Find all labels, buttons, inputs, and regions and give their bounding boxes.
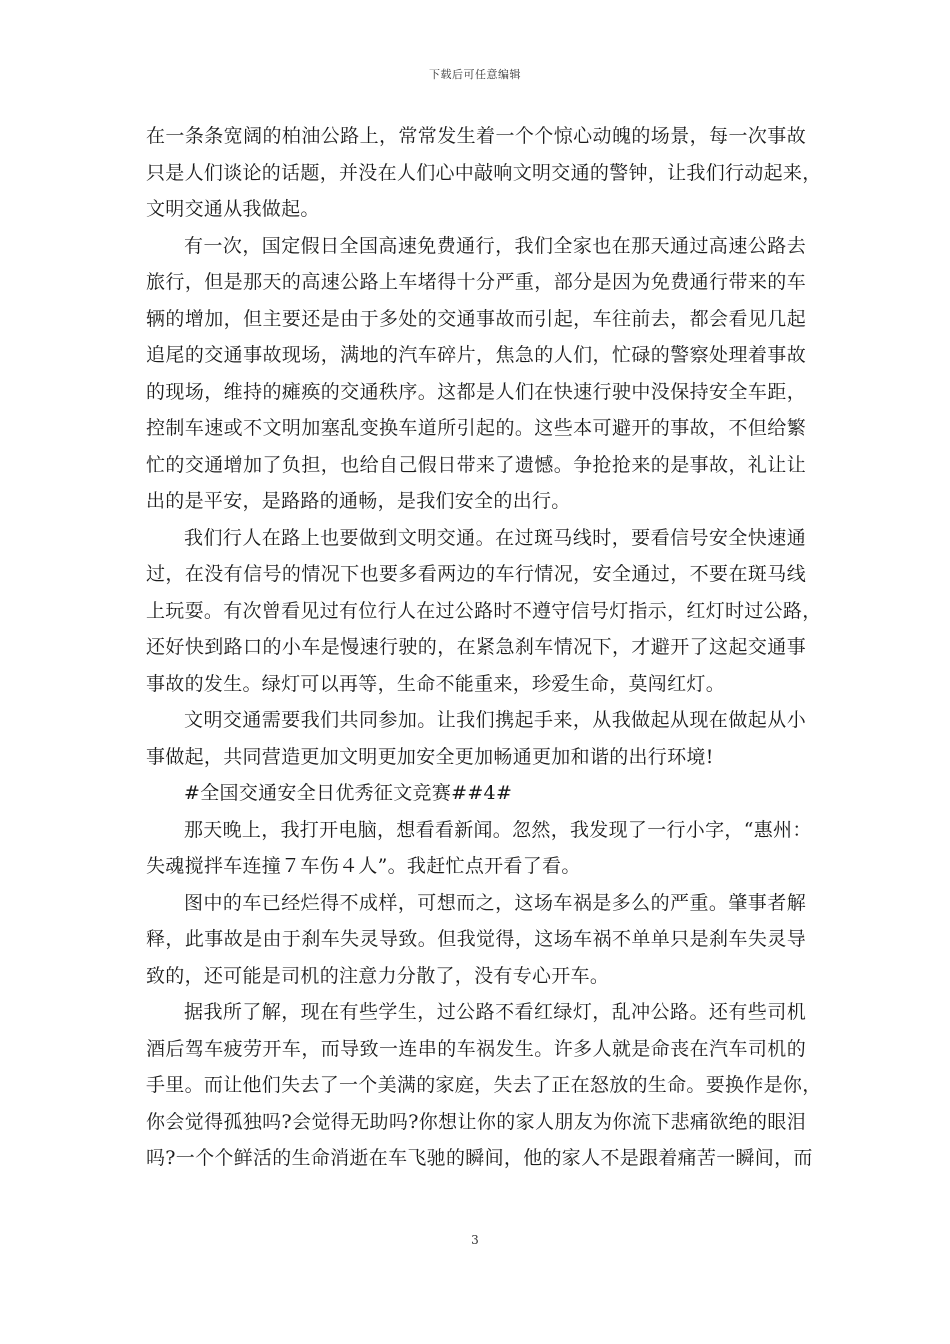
text-line: #全国交通安全日优秀征文竞赛##4# [184, 782, 513, 804]
text-line: 过，在没有信号的情况下也要多看两边的车行情况，安全通过，不要在斑马线 [146, 563, 806, 585]
text-line: 在一条条宽阔的柏油公路上，常常发生着一个个惊心动魄的场景，每一次事故 [146, 125, 806, 147]
text-line: 手里。而让他们失去了一个美满的家庭，失去了正在怒放的生命。要换作是你， [146, 1074, 822, 1096]
text-line: 释，此事故是由于刹车失灵导致。但我觉得，这场车祸不单单只是刹车失灵导 [146, 928, 806, 950]
text-line: 致的，还可能是司机的注意力分散了，没有专心开车。 [146, 964, 610, 987]
text-line: 文明交通需要我们共同参加。让我们携起手来，从我做起从现在做起从小 [184, 709, 806, 731]
text-line: 忙的交通增加了负担，也给自己假日带来了遗憾。争抢抢来的是事故，礼让让 [146, 453, 806, 476]
text-line: 有一次，国定假日全国高速免费通行，我们全家也在那天通过高速公路去 [184, 234, 806, 257]
page-header: 下载后可任意编辑 [429, 68, 521, 81]
text-line: 我们行人在路上也要做到文明交通。在过斑马线时，要看信号安全快速通 [184, 526, 806, 549]
page-number: 3 [471, 1233, 479, 1247]
text-line: 辆的增加，但主要还是由于多处的交通事故而引起，车往前去，都会看见几起 [146, 307, 806, 330]
text-line: 事故的发生。绿灯可以再等，生命不能重来，珍爱生命，莫闯红灯。 [146, 672, 726, 695]
text-line: 的现场，维持的瘫痪的交通秩序。这都是人们在快速行驶中没保持安全车距， [146, 380, 806, 403]
text-line: 上玩耍。有次曾看见过有位行人在过公路时不遵守信号灯指示，红灯时过公路， [146, 599, 822, 622]
text-line: 图中的车已经烂得不成样，可想而之，这场车祸是多么的严重。肇事者解 [184, 891, 806, 914]
text-line: 文明交通从我做起。 [146, 198, 320, 220]
text-line: 旅行，但是那天的高速公路上车堵得十分严重，部分是因为免费通行带来的车 [146, 271, 806, 293]
text-line: 吗?一个个鲜活的生命消逝在车飞驰的瞬间，他的家人不是跟着痛苦一瞬间，而 [146, 1147, 813, 1169]
text-line: 据我所了解，现在有些学生，过公路不看红绿灯，乱冲公路。还有些司机 [184, 1001, 806, 1023]
text-line: 失魂搅拌车连撞７车伤４人”。我赶忙点开看了看。 [146, 855, 581, 877]
text-line: 事做起，共同营造更加文明更加安全更加畅通更加和谐的出行环境! [146, 745, 714, 768]
text-line: 追尾的交通事故现场，满地的汽车碎片，焦急的人们，忙碌的警察处理着事故 [146, 344, 806, 366]
text-line: 控制车速或不文明加塞乱变换车道所引起的。这些本可避开的事故，不但给繁 [146, 417, 806, 439]
text-line: 出的是平安，是路路的通畅，是我们安全的出行。 [146, 490, 571, 512]
text-line: 酒后驾车疲劳开车，而导致一连串的车祸发生。许多人就是命丧在汽车司机的 [146, 1037, 806, 1060]
document-body [146, 118, 822, 1177]
text-line: 那天晚上，我打开电脑，想看看新闻。忽然，我发现了一行小字，“惠州： [184, 818, 812, 841]
text-line: 你会觉得孤独吗?会觉得无助吗?你想让你的家人朋友为你流下悲痛欲绝的眼泪 [146, 1110, 806, 1133]
text-line: 只是人们谈论的话题，并没在人们心中敲响文明交通的警钟，让我们行动起来， [146, 161, 822, 184]
text-line: 还好快到路口的小车是慢速行驶的，在紧急刹车情况下，才避开了这起交通事 [146, 636, 806, 658]
